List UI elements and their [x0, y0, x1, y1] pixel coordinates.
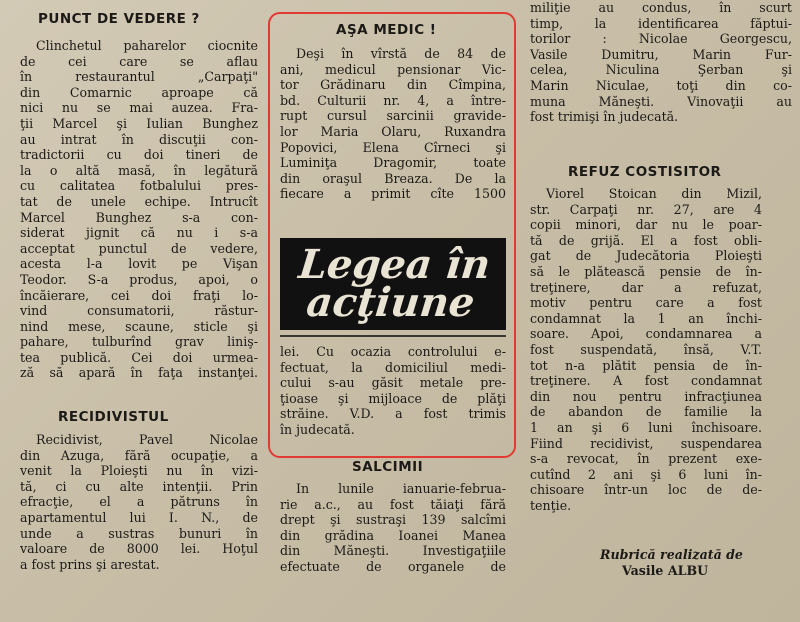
article-title-recidivistul: RECIDIVISTUL	[58, 409, 169, 425]
text-line: efracţie, el a pătruns în	[20, 494, 258, 510]
article-title-punct-de-vedere: PUNCT DE VEDERE ?	[38, 11, 200, 27]
text-line: tradictorii cu doi tineri de	[20, 147, 258, 163]
text-line: fost trimişi în judecată.	[530, 109, 679, 125]
text-line: Clinchetul paharelor ciocnite	[36, 38, 258, 53]
text-line: încăierare, cei doi fraţi lo-	[20, 287, 258, 303]
article-body-punct-de-vedere	[20, 38, 258, 381]
text-line: celea, Niculina Şerban şi	[530, 62, 792, 78]
text-line: fost suspendată, însă, V.T.	[530, 341, 762, 357]
text-line: bd. Culturii nr. 4, a între-	[280, 92, 506, 108]
text-line: apartamentul lui I. N., de	[20, 509, 258, 525]
text-line: Teodor. S-a produs, apoi, o	[20, 271, 258, 287]
text-line: străine. V.D. a fost trimis	[280, 406, 506, 422]
text-line: lei. Cu ocazia controlului e-	[280, 344, 506, 359]
text-line: Deşi în vîrstă de 84 de	[296, 46, 506, 61]
text-line: cului s-au găsit metale pre-	[280, 375, 506, 391]
text-line: ani, medicul pensionar Vic-	[280, 61, 506, 77]
text-line: în judecată.	[280, 421, 355, 437]
text-line: la o altă masă, în legătură	[20, 162, 258, 178]
text-line: tă, ci cu alte intenţii. Prin	[20, 478, 258, 494]
text-line: tat de unele echipe. Intrucît	[20, 193, 258, 209]
article-body-salcimii	[280, 481, 506, 575]
text-line: din Azuga, fără ocupaţie, a	[20, 447, 258, 463]
text-line: valoare de 8000 lei. Hoţul	[20, 541, 258, 557]
text-line: muna Măneşti. Vinovaţii au	[530, 93, 792, 109]
article-title-asa-medic: AŞA MEDIC !	[336, 22, 437, 38]
text-line: să le plătească pensie de în-	[530, 263, 762, 279]
text-line: 1 an şi 6 luni închisoare.	[530, 419, 762, 435]
rubric-banner-legea-in-actiune	[280, 238, 506, 330]
banner-line-1: Legea în	[297, 241, 494, 288]
text-line: s-a revocat, în prezent exe-	[530, 451, 762, 467]
text-line: au intrat în discuţii con-	[20, 131, 258, 147]
text-line: Popovici, Elena Cîrneci şi	[280, 139, 506, 155]
text-line: tor Grădinaru din Cîmpina,	[280, 77, 506, 93]
text-line: din nou pentru infracţiunea	[530, 388, 762, 404]
text-line: Recidivist, Pavel Nicolae	[36, 432, 258, 447]
text-line: fectuat, la domiciliul medi-	[280, 359, 506, 375]
text-line: vind consumatorii, răstur-	[20, 303, 258, 319]
text-line: miliţie au condus, în scurt	[530, 0, 792, 15]
byline-author: Vasile ALBU	[622, 563, 709, 578]
text-line: tea publică. Cei doi urmea-	[20, 349, 258, 365]
text-line: copii minori, dar nu le poar-	[530, 217, 762, 233]
article-body-salcimii-continued	[530, 0, 792, 125]
text-line: Vasile Dumitru, Marin Fur-	[530, 46, 792, 62]
text-line: Luminiţa Dragomir, toate	[280, 155, 506, 171]
text-line: motiv pentru care a fost	[530, 295, 762, 311]
text-line: Fiind recidivist, suspendarea	[530, 435, 762, 451]
text-line: In lunile ianuarie-februa-	[296, 481, 506, 496]
text-line: drept şi sustraşi 139 salcîmi	[280, 512, 506, 528]
article-title-refuz-costisitor: REFUZ COSTISITOR	[568, 164, 722, 180]
article-body-asa-medic-continued	[280, 344, 506, 438]
text-line: treţinere, dar a refuzat,	[530, 279, 762, 295]
text-line: din Măneşti. Investigaţiile	[280, 543, 506, 559]
text-line: efectuate de organele de	[280, 558, 506, 574]
divider	[280, 335, 506, 337]
text-line: de cei care se aflau	[20, 53, 258, 69]
text-line: tot n-a plătit pensia de în-	[530, 357, 762, 373]
text-line: condamnat la 1 an închi-	[530, 310, 762, 326]
text-line: acceptat punctul de vedere,	[20, 240, 258, 256]
text-line: chisoare într-un loc de de-	[530, 482, 762, 498]
article-body-refuz-costisitor	[530, 186, 762, 513]
text-line: soare. Apoi, condamnarea a	[530, 326, 762, 342]
text-line: nici nu se mai auzea. Fra-	[20, 100, 258, 116]
article-body-recidivistul	[20, 432, 258, 572]
text-line: torilor : Nicolae Georgescu,	[530, 31, 792, 47]
text-line: tenţie.	[530, 497, 572, 513]
text-line: gat de Judecătoria Ploieşti	[530, 248, 762, 264]
text-line: Marin Niculae, toţi din co-	[530, 77, 792, 93]
text-line: tă de grijă. El a fost obli-	[530, 232, 762, 248]
text-line: venit la Ploieşti nu în vizi-	[20, 463, 258, 479]
text-line: a fost prins şi arestat.	[20, 556, 160, 572]
banner-text	[293, 241, 494, 326]
text-line: unde a sustras bunuri în	[20, 525, 258, 541]
text-line: fiecare a primit cîte 1500	[280, 186, 506, 202]
text-line: Viorel Stoican din Mizil,	[546, 186, 762, 201]
text-line: cu calitatea fotbalului pres-	[20, 178, 258, 194]
article-title-salcimii: SALCIMII	[352, 459, 424, 475]
text-line: lor Maria Olaru, Ruxandra	[280, 123, 506, 139]
text-line: ţii Marcel şi Iulian Bunghez	[20, 115, 258, 131]
text-line: timp, la identificarea făptui-	[530, 15, 792, 31]
text-line: pahare, tulburînd grav liniş-	[20, 334, 258, 350]
text-line: Marcel Bunghez s-a con-	[20, 209, 258, 225]
text-line: rie a.c., au fost tăiaţi fără	[280, 496, 506, 512]
text-line: din oraşul Breaza. De la	[280, 170, 506, 186]
text-line: cutînd 2 ani şi 6 luni în-	[530, 466, 762, 482]
text-line: din Comarnic aproape că	[20, 84, 258, 100]
article-body-asa-medic	[280, 46, 506, 202]
text-line: de abandon de familie la	[530, 404, 762, 420]
byline-label: Rubrică realizată de	[600, 547, 743, 562]
text-line: în restaurantul „Carpaţi"	[20, 69, 258, 85]
text-line: acesta l-a lovit pe Vişan	[20, 256, 258, 272]
banner-line-2: acţiune	[304, 279, 478, 326]
text-line: treţinere. A fost condamnat	[530, 373, 762, 389]
text-line: str. Carpaţi nr. 27, are 4	[530, 201, 762, 217]
text-line: nind mese, scaune, sticle şi	[20, 318, 258, 334]
text-line: rupt cursul sarcinii gravide-	[280, 108, 506, 124]
text-line: din grădina Ioanei Manea	[280, 527, 506, 543]
text-line: siderat jignit că nu i s-a	[20, 225, 258, 241]
text-line: ză să apară în faţa instanţei.	[20, 365, 258, 381]
text-line: ţioase şi mijloace de plăţi	[280, 390, 506, 406]
